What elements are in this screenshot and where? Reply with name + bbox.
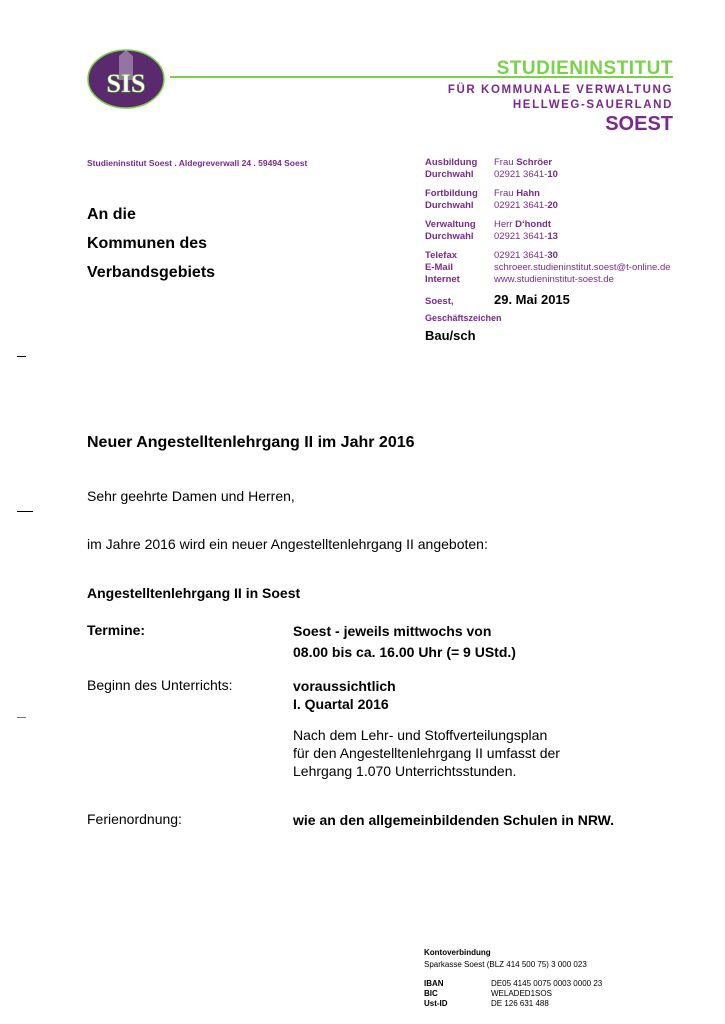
sender-line: Studieninstitut Soest . Aldegreverwall 24 . 59494 Soest [87, 158, 308, 168]
contact-ausbildung-label: Ausbildung Durchwahl [425, 157, 478, 180]
beginn-value: voraussichtlich I. Quartal 2016 [293, 678, 396, 712]
fold-mark-top [17, 356, 26, 357]
header-subtitle [448, 83, 673, 113]
subject-line: Neuer Angestelltenlehrgang II im Jahr 2016 [87, 434, 415, 451]
punch-mark [17, 511, 33, 512]
header-city: SOEST [605, 113, 673, 135]
letter-date: 29. Mai 2015 [494, 292, 570, 307]
bic-value: WELADED1SOS [491, 989, 552, 998]
intro-text: im Jahre 2016 wird ein neuer Angestelltenlehrgang II angeboten: [87, 536, 488, 552]
contact-misc-values: 02921 3641-30 schroeer.studieninstitut.soest@t-online.de www.studieninstitut-soest.de [494, 250, 671, 285]
bank-sparkasse: Sparkasse Soest (BLZ 414 500 75) 3 000 023 [424, 960, 587, 969]
header-title: STUDIENINSTITUT [496, 58, 673, 79]
ustid-label: Ust-ID [424, 999, 448, 1008]
email-link[interactable]: schroeer.studieninstitut.soest@t-online.de [494, 262, 671, 273]
contact-fortbildung-value: Frau Hahn 02921 3641-20 [494, 188, 558, 211]
place-label: Soest, [425, 296, 454, 307]
salutation: Sehr geehrte Damen und Herren, [87, 488, 295, 504]
svg-text:SIS: SIS [106, 69, 146, 98]
header-subtitle-line1: FÜR KOMMUNALE VERWALTUNG [447, 84, 673, 96]
fold-mark-bottom [17, 717, 26, 718]
header-subtitle-line2: HELLWEG-SAUERLAND [512, 99, 673, 111]
ferien-value: wie an den allgemeinbildenden Schulen in NRW. [293, 812, 615, 828]
contact-fortbildung-label: Fortbildung Durchwahl [425, 188, 478, 211]
recipient-line-3: Verbandsgebiets [87, 264, 216, 281]
reference-value: Bau/sch [425, 328, 476, 343]
ferien-label: Ferienordnung: [87, 811, 182, 827]
contact-verwaltung-value: Herr D‘hondt 02921 3641-13 [494, 219, 558, 242]
lehrplan-text: Nach dem Lehr- und Stoffverteilungsplan für den Angestelltenlehrgang II umfasst der Lehrgang 1.070 Unterrichtsstunden. [293, 727, 560, 779]
iban-label: IBAN [424, 979, 444, 988]
contact-ausbildung-value: Frau Schröer 02921 3641-10 [494, 157, 558, 180]
termine-value: Soest - jeweils mittwochs von 08.00 bis ca. 16.00 Uhr (= 9 UStd.) [293, 623, 516, 660]
termine-label: Termine: [87, 622, 146, 638]
ustid-value: DE 126 631 488 [491, 999, 549, 1008]
studieninstitut-logo [86, 48, 166, 110]
bic-label: BIC [424, 989, 438, 998]
reference-label: Geschäftszeichen [425, 313, 502, 323]
iban-value: DE05 4145 0075 0003 0000 23 [491, 979, 603, 988]
website-link[interactable]: www.studieninstitut-soest.de [494, 274, 614, 285]
bank-title: Kontoverbindung [424, 948, 491, 957]
section-title: Angestelltenlehrgang II in Soest [87, 585, 301, 601]
contact-misc-labels: Telefax E-Mail Internet [425, 250, 460, 285]
contact-verwaltung-label: Verwaltung Durchwahl [425, 219, 476, 242]
recipient-line-2: Kommunen des [87, 235, 208, 252]
recipient-line-1: An die [87, 206, 136, 223]
beginn-label: Beginn des Unterrichts: [87, 677, 233, 693]
